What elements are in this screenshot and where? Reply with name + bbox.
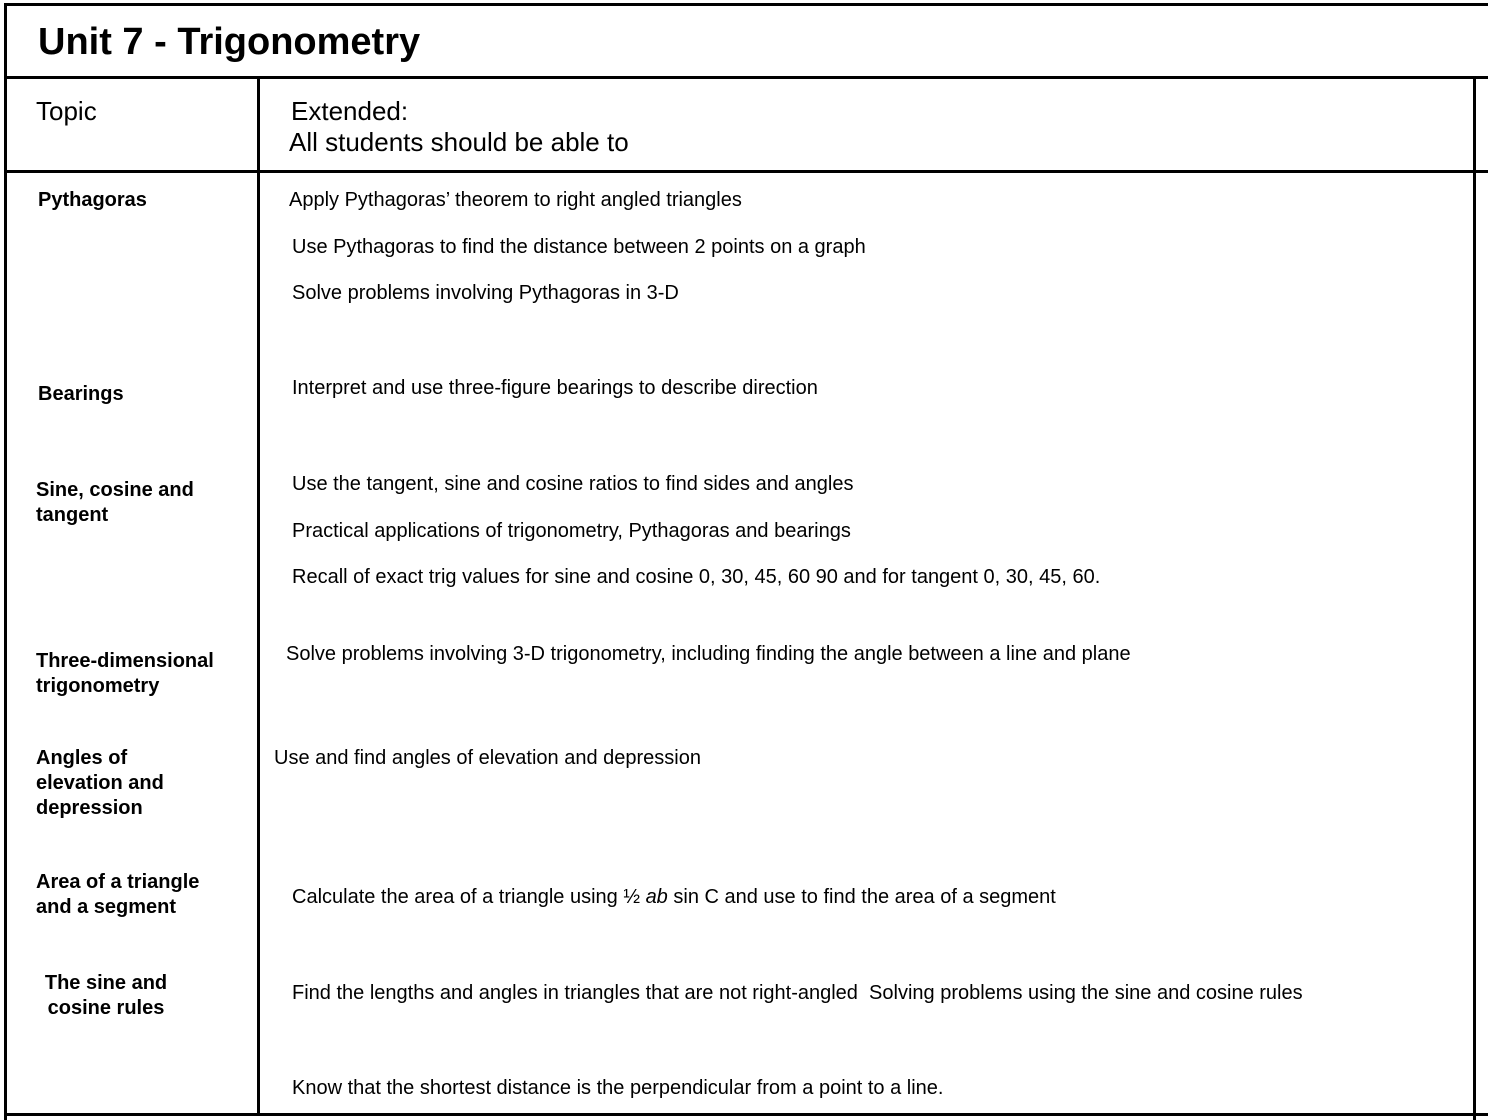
topic-area-triangle-segment: Area of a triangle and a segment xyxy=(36,871,200,918)
objective-item: Recall of exact trig values for sine and cosine 0, 30, 45, 60 90 and for tangent 0, 30, 45, 60. xyxy=(292,566,1101,588)
objective-item: Solve problems involving 3-D trigonometry, including finding the angle between a line and plane xyxy=(286,643,1131,665)
topic-sine-cosine-rules: The sine and cosine rules xyxy=(44,972,168,1019)
topic-three-dimensional-trigonometry: Three-dimensional trigonometry xyxy=(36,650,214,697)
header-divider xyxy=(4,170,1488,173)
objective-area-text-italic: ab xyxy=(645,886,668,908)
objective-item: Find the lengths and angles in triangles that are not right-angled Solving problems using the sine and cosine rules xyxy=(292,982,1303,1004)
objective-area-text-after: sin C and use to find the area of a segment xyxy=(667,886,1056,908)
topic-column-header: Topic xyxy=(36,96,97,126)
topic-angles-elevation-depression: Angles of elevation and depression xyxy=(36,747,164,819)
title-divider xyxy=(4,76,1488,79)
extended-column-header: Extended: xyxy=(291,96,409,126)
table-border-top xyxy=(4,3,1488,6)
objective-item: Use the tangent, sine and cosine ratios to find sides and angles xyxy=(292,473,854,495)
objective-item: Practical applications of trigonometry, Pythagoras and bearings xyxy=(292,520,851,542)
extended-column-subheader: All students should be able to xyxy=(289,127,629,157)
right-column-border xyxy=(1473,76,1476,1120)
topic-sine-cosine-tangent: Sine, cosine and tangent xyxy=(36,479,194,526)
objective-item: Use Pythagoras to find the distance between 2 points on a graph xyxy=(292,236,866,258)
objective-item: Interpret and use three-figure bearings to describe direction xyxy=(292,377,818,399)
page-title: Unit 7 - Trigonometry xyxy=(38,21,421,63)
objective-item: Apply Pythagoras’ theorem to right angled triangles xyxy=(289,189,742,211)
objective-item-area xyxy=(292,886,1056,909)
objective-item: Know that the shortest distance is the perpendicular from a point to a line. xyxy=(292,1077,944,1099)
topic-bearings: Bearings xyxy=(38,383,124,405)
objective-item: Solve problems involving Pythagoras in 3-D xyxy=(292,282,679,304)
objective-area-text-before: Calculate the area of a triangle using ½ xyxy=(292,886,646,908)
topic-pythagoras: Pythagoras xyxy=(38,189,147,211)
objective-item: Use and find angles of elevation and depression xyxy=(274,747,701,769)
column-divider xyxy=(257,76,260,1116)
table-border-bottom xyxy=(4,1113,1488,1116)
